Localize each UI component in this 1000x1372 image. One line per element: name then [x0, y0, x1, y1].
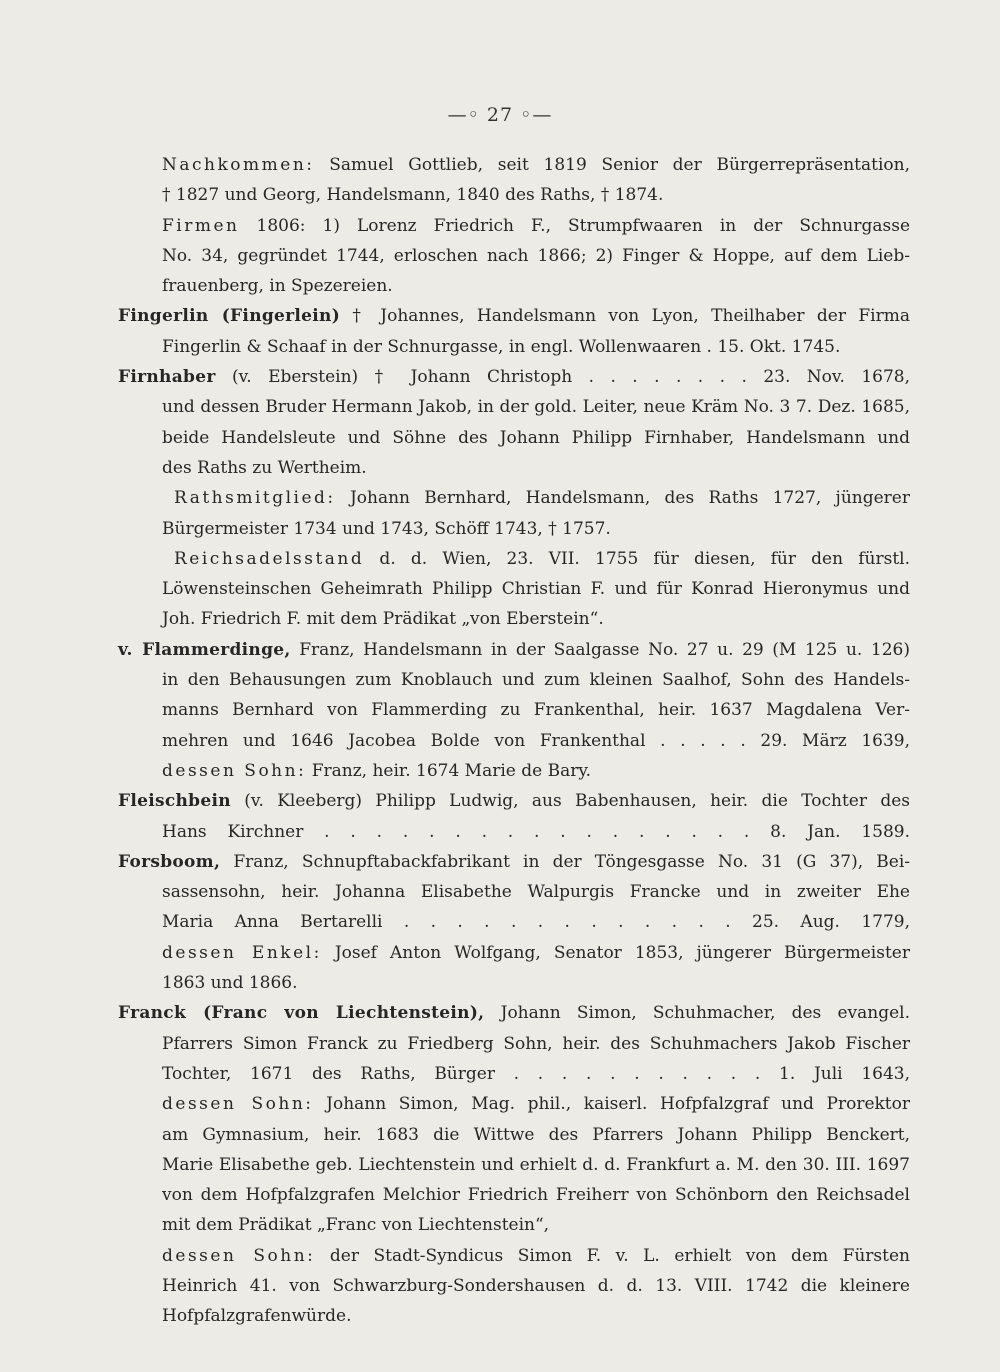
entry-headword: Franck (Franc von Liechtenstein), — [118, 1003, 485, 1024]
line-text: 1806: 1) Lorenz Friedrich F., Strumpfwaaren in der Schnurgasse — [239, 215, 910, 236]
spaced-label: dessen Enkel: — [162, 942, 322, 963]
line-text: Johann Simon, Mag. phil., kaiserl. Hofpfalzgraf und Prorektor — [313, 1094, 910, 1115]
text-line — [118, 1210, 910, 1240]
text-line — [118, 574, 910, 604]
text-line — [118, 180, 910, 210]
line-text: Joh. Friedrich F. mit dem Prädikat „von Eberstein“. — [162, 609, 604, 630]
text-line — [118, 211, 910, 241]
text-line — [118, 362, 910, 392]
text-line — [118, 907, 910, 937]
line-text: Löwensteinschen Geheimrath Philipp Christian F. und für Konrad Hieronymus und — [162, 579, 910, 600]
text-line — [118, 635, 910, 665]
spaced-label: Nachkommen: — [162, 155, 315, 175]
text-line — [118, 877, 910, 907]
spaced-label: dessen Sohn: — [162, 1094, 314, 1115]
page-number-header: —◦ 27 ◦— — [447, 104, 553, 126]
line-text: d. d. Wien, 23. VII. 1755 für diesen, für den fürstl. — [364, 548, 910, 569]
text-line — [118, 1301, 910, 1331]
text-line — [118, 150, 910, 180]
line-text: † 1827 und Georg, Handelsmann, 1840 des Raths, † 1874. — [162, 185, 664, 206]
spaced-label: Firmen — [162, 215, 240, 236]
text-line — [118, 1029, 910, 1059]
line-text: Franz, Schnupftabackfabrikant in der Töngesgasse No. 31 (G 37), Bei- — [220, 851, 910, 872]
text-line — [118, 332, 910, 362]
line-text: Heinrich 41. von Schwarzburg-Sondershausen d. d. 13. VIII. 1742 die kleinere — [162, 1275, 910, 1296]
line-text: in den Behausungen zum Knoblauch und zum kleinen Saalhof, Sohn des Handels- — [162, 670, 910, 691]
text-line — [118, 1150, 910, 1180]
spaced-label: dessen Sohn: — [162, 760, 307, 781]
line-text: Josef Anton Wolfgang, Senator 1853, jüngerer Bürgermeister — [321, 942, 910, 963]
line-text: Hans Kirchner . . . . . . . . . . . . . . . . . 8. Jan. 1589. — [162, 821, 910, 842]
text-line — [118, 817, 910, 847]
line-text: 1863 und 1866. — [162, 973, 298, 994]
line-text: Marie Elisabethe geb. Liechtenstein und erhielt d. d. Frankfurt a. M. den 30. III. 1697 — [162, 1154, 910, 1175]
entry-headword: v. Flammerdinge, — [118, 639, 291, 660]
line-text: Fingerlin & Schaaf in der Schnurgasse, in engl. Wollenwaaren . 15. Okt. 1745. — [162, 336, 841, 357]
line-text: Franz, heir. 1674 Marie de Bary. — [306, 760, 592, 781]
text-line — [118, 756, 910, 786]
text-line — [118, 968, 910, 998]
line-text: Franz, Handelsmann in der Saalgasse No. 27 u. 29 (M 125 u. 126) — [290, 639, 911, 660]
text-line — [118, 1241, 910, 1271]
line-text: Johann Bernhard, Handelsmann, des Raths 1727, jüngerer — [335, 488, 910, 509]
text-line — [118, 695, 910, 725]
line-text: † Johannes, Handelsmann von Lyon, Theilhaber der Firma — [340, 306, 910, 327]
line-text: manns Bernhard von Flammerding zu Frankenthal, heir. 1637 Magdalena Ver- — [162, 700, 910, 721]
text-line — [118, 604, 910, 634]
line-text: Pfarrers Simon Franck zu Friedberg Sohn, heir. des Schuhmachers Jakob Fischer — [162, 1033, 910, 1054]
text-line — [118, 514, 910, 544]
entry-headword: Forsboom, — [118, 851, 221, 872]
line-text: von dem Hofpfalzgrafen Melchior Friedrich Freiherr von Schönborn den Reichsadel — [162, 1185, 910, 1206]
text-line — [118, 544, 910, 574]
line-text: sassensohn, heir. Johanna Elisabethe Walpurgis Francke und in zweiter Ehe — [162, 882, 910, 903]
text-line — [118, 423, 910, 453]
line-text: mit dem Prädikat „Franc von Liechtenstein“, — [162, 1215, 550, 1236]
spaced-label: Reichsadelsstand — [174, 548, 365, 569]
line-text: Bürgermeister 1734 und 1743, Schöff 1743, † 1757. — [162, 518, 611, 539]
line-text: der Stadt-Syndicus Simon F. v. L. erhielt von dem Fürsten — [315, 1245, 911, 1266]
text-line — [118, 847, 910, 877]
line-text: Samuel Gottlieb, seit 1819 Senior der Bürgerrepräsentation, — [314, 155, 910, 175]
text-line — [118, 665, 910, 695]
line-text: Tochter, 1671 des Raths, Bürger . . . . . . . . . . . 1. Juli 1643, — [162, 1063, 910, 1084]
line-text: Maria Anna Bertarelli . . . . . . . . . . . . . 25. Aug. 1779, — [162, 912, 910, 933]
text-line — [118, 301, 910, 331]
text-line — [118, 392, 910, 422]
text-line — [118, 241, 910, 271]
line-text: des Raths zu Wertheim. — [162, 457, 367, 478]
line-text: (v. Eberstein) † Johann Christoph . . . . . . . . 23. Nov. 1678, — [215, 367, 910, 388]
entry-headword: Firnhaber — [118, 367, 216, 388]
line-text: mehren und 1646 Jacobea Bolde von Frankenthal . . . . . 29. März 1639, — [162, 730, 910, 751]
document-body — [118, 150, 910, 1332]
text-line — [118, 271, 910, 301]
line-text: Hofpfalzgrafenwürde. — [162, 1306, 352, 1327]
line-text: (v. Kleeberg) Philipp Ludwig, aus Babenhausen, heir. die Tochter des — [230, 791, 910, 812]
spaced-label: dessen Sohn: — [162, 1245, 316, 1266]
text-line — [118, 786, 910, 816]
entry-headword: Fleischbein — [118, 791, 231, 812]
text-line — [118, 938, 910, 968]
text-line — [118, 726, 910, 756]
line-text: No. 34, gegründet 1744, erloschen nach 1866; 2) Finger & Hoppe, auf dem Lieb- — [162, 245, 910, 266]
entry-headword: Fingerlin (Fingerlein) — [118, 306, 341, 327]
text-line — [118, 1180, 910, 1210]
text-line — [118, 1120, 910, 1150]
text-line — [118, 998, 910, 1028]
spaced-label: Rathsmitglied: — [174, 488, 336, 509]
line-text: frauenberg, in Spezereien. — [162, 276, 393, 297]
text-line — [118, 453, 910, 483]
text-line — [118, 1271, 910, 1301]
line-text: am Gymnasium, heir. 1683 die Wittwe des Pfarrers Johann Philipp Benckert, — [162, 1124, 910, 1145]
text-line — [118, 1059, 910, 1089]
text-line — [118, 483, 910, 513]
line-text: und dessen Bruder Hermann Jakob, in der gold. Leiter, neue Kräm No. 3 7. Dez. 1685, — [162, 397, 910, 418]
line-text: Johann Simon, Schuhmacher, des evangel. — [484, 1003, 910, 1024]
line-text: beide Handelsleute und Söhne des Johann Philipp Firnhaber, Handelsmann und — [162, 427, 910, 448]
text-line — [118, 1089, 910, 1119]
